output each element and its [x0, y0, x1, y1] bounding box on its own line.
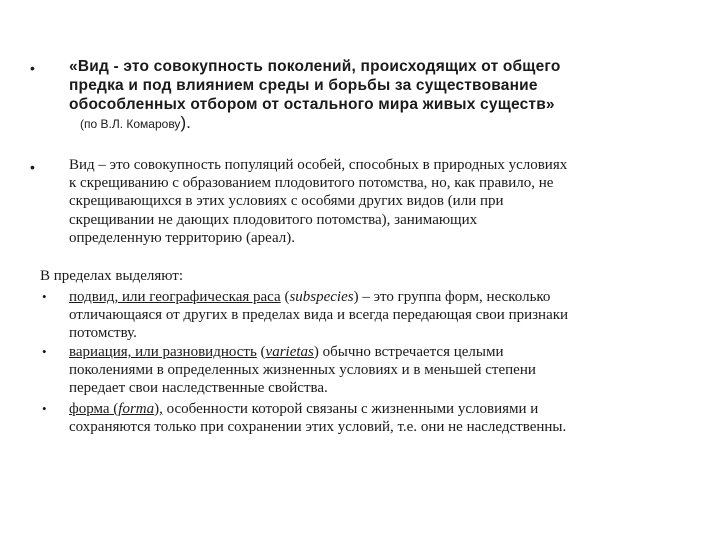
- list-item-line: сохраняются только при сохранении этих условий, т.е. они не наследственны.: [69, 419, 567, 435]
- bullet-marker: •: [42, 344, 47, 359]
- bullet-marker: •: [42, 401, 47, 416]
- variety-item: [69, 343, 689, 397]
- species-definition-komarov: [69, 57, 669, 114]
- attribution-close: ).: [180, 113, 191, 132]
- attribution-text: (по В.Л. Комарову: [80, 117, 181, 131]
- attribution: [80, 113, 191, 133]
- form-item: [69, 400, 689, 436]
- latin-term: forma: [118, 401, 155, 417]
- list-item-line: [69, 288, 689, 306]
- definition-line: обособленных отбором от остального мира живых существ»: [69, 96, 555, 113]
- list-item-line: потомству.: [69, 325, 137, 341]
- list-item-text: ) обычно встречается целыми: [313, 344, 504, 360]
- paren-open: (: [256, 344, 266, 360]
- list-item-line: [69, 343, 689, 361]
- list-item-line: [69, 400, 689, 418]
- subspecies-term: подвид, или географическая раса: [69, 289, 281, 305]
- definition-line: Вид – это совокупность популяций особей, способных в природных условиях: [69, 157, 568, 173]
- definition-line: скрещивающихся в этих условиях с особями других видов (или при: [69, 193, 504, 210]
- list-item-line: передает свои наследственные свойства.: [69, 380, 328, 396]
- list-item-text: особенности которой связаны с жизненными условиями и: [162, 401, 539, 417]
- list-item-text: ) – это группа форм, несколько: [353, 289, 551, 305]
- definition-line: определенную территорию (ареал).: [69, 229, 296, 246]
- paren-open: (: [109, 401, 119, 417]
- subspecies-item: [69, 288, 689, 342]
- paren-close: ),: [154, 401, 163, 417]
- definition-line: скрещивании не дающих плодовитого потомства), занимающих: [69, 211, 478, 228]
- latin-term: varietas: [265, 344, 314, 360]
- paren-open: (: [280, 289, 290, 305]
- form-term: форма: [69, 401, 110, 417]
- species-definition-populations: [69, 156, 689, 247]
- list-item-line: поколениями в определенных жизненных условиях и в меньшей степени: [69, 362, 536, 378]
- definition-line: предка и под влиянием среды и борьбы за существование: [69, 77, 538, 94]
- latin-term: subspecies: [289, 289, 354, 305]
- definition-line: к скрещиванию с образованием плодовитого потомства, но, как правило, не: [69, 175, 554, 192]
- definition-line: «Вид - это совокупность поколений, происходящих от общего: [69, 58, 561, 75]
- list-item-line: отличающаяся от других в пределах вида и всегда передающая свои признаки: [69, 307, 569, 323]
- within-species-heading: В пределах выделяют:: [40, 268, 183, 284]
- bullet-marker: •: [30, 159, 35, 175]
- bullet-marker: •: [42, 289, 47, 304]
- bullet-marker: •: [30, 60, 35, 76]
- variety-term: вариация, или разновидность: [69, 344, 257, 360]
